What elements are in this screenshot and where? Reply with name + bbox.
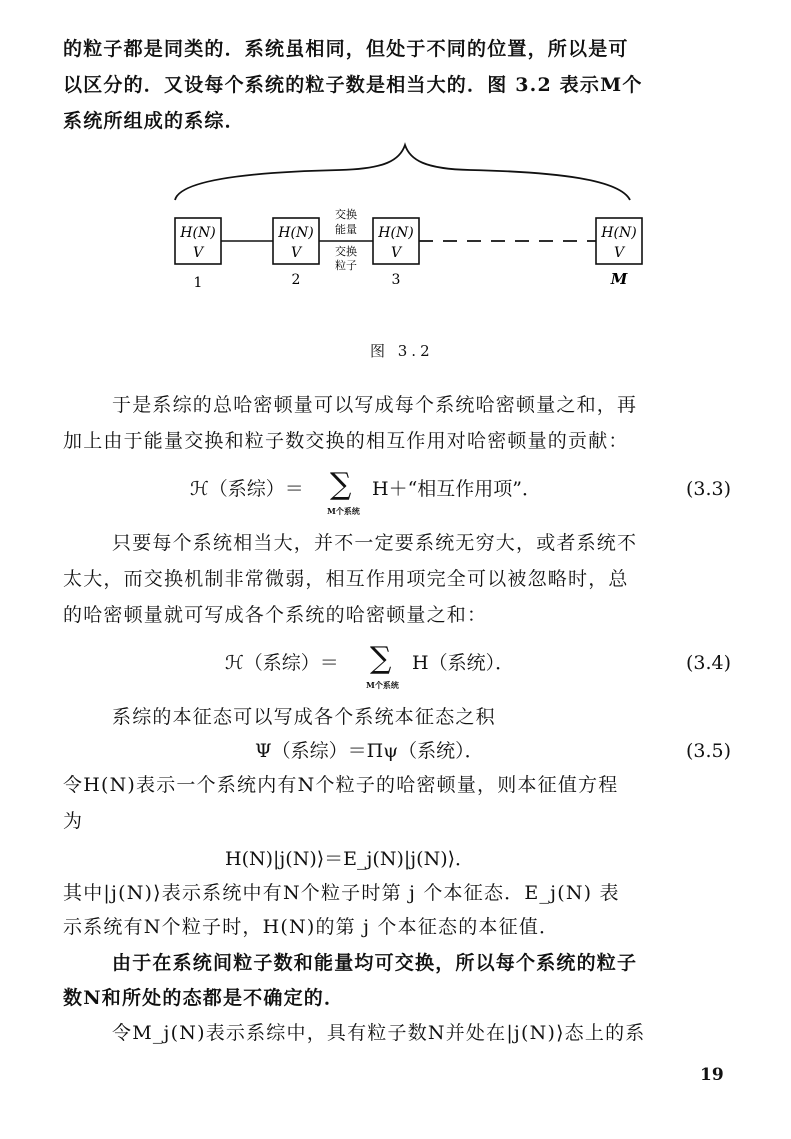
figure-caption: 图 3.2 bbox=[370, 342, 434, 360]
text-line: 系统所组成的系综． bbox=[63, 110, 245, 132]
page-number: 19 bbox=[700, 1065, 724, 1085]
text-line: 于是系综的总哈密顿量可以写成每个系统哈密顿量之和，再 bbox=[112, 394, 638, 416]
equation-number: (3.3) bbox=[685, 478, 731, 500]
box-label-bottom: V bbox=[390, 245, 402, 261]
text-line: 令H(N)表示一个系统内有N个粒子的哈密顿量，则本征值方程 bbox=[63, 774, 619, 796]
summation-symbol: ∑ bbox=[370, 641, 392, 676]
box-label-bottom: V bbox=[290, 245, 302, 261]
system-index-label: M bbox=[610, 270, 628, 288]
text-line: 只要每个系统相当大，并不一定要系统无穷大，或者系统不 bbox=[112, 532, 638, 554]
summation-symbol: ∑ bbox=[330, 467, 352, 502]
exchange-energy-label: 能量 bbox=[335, 223, 357, 236]
equation-lhs: ℋ（系综）＝ bbox=[225, 652, 339, 674]
text-line: 加上由于能量交换和粒子数交换的相互作用对哈密顿量的贡献： bbox=[63, 430, 629, 452]
text-line: 的哈密顿量就可写成各个系统的哈密顿量之和： bbox=[63, 604, 488, 626]
text-line: 数N和所处的态都是不确定的． bbox=[63, 987, 345, 1009]
box-label-top: H(N) bbox=[278, 225, 314, 241]
equation: H(N)|j(N)⟩＝E_j(N)|j(N)⟩． bbox=[225, 848, 475, 870]
text-line: 示系统有N个粒子时，H(N)的第 j 个本征态的本征值． bbox=[63, 916, 560, 938]
equation-rhs: H（系统）． bbox=[412, 652, 515, 674]
box-label-top: H(N) bbox=[378, 225, 414, 241]
text-line: 其中|j(N)⟩表示系统中有N个粒子时第 j 个本征态．E_j(N) 表 bbox=[63, 882, 620, 904]
text-line: 系综的本征态可以写成各个系统本征态之积 bbox=[112, 706, 496, 728]
equation-number: (3.5) bbox=[685, 740, 731, 762]
summation-subscript: M个系统 bbox=[366, 680, 399, 690]
equation-number: (3.4) bbox=[685, 652, 731, 674]
system-index-label: 2 bbox=[291, 272, 301, 288]
text-line: 令M_j(N)表示系综中，具有粒子数N并处在|j(N)⟩态上的系 bbox=[112, 1022, 646, 1044]
text-line: 为 bbox=[63, 810, 84, 832]
text-line: 的粒子都是同类的．系统虽相同，但处于不同的位置，所以是可 bbox=[63, 38, 629, 60]
equation-rhs: H＋“相互作用项”． bbox=[372, 478, 541, 500]
box-label-top: H(N) bbox=[601, 225, 637, 241]
equation: Ψ（系综）＝Πψ（系统）． bbox=[255, 740, 484, 762]
summation-subscript: M个系统 bbox=[327, 506, 360, 516]
equation-lhs: ℋ（系综）＝ bbox=[190, 478, 304, 500]
system-index-label: 3 bbox=[391, 272, 401, 288]
exchange-particles-label: 粒子 bbox=[335, 259, 357, 272]
box-label-top: H(N) bbox=[180, 225, 216, 241]
exchange-energy-label: 交换 bbox=[335, 208, 357, 221]
exchange-particles-label: 交换 bbox=[335, 245, 357, 258]
box-label-bottom: V bbox=[192, 245, 204, 261]
text-line: 由于在系统间粒子数和能量均可交换，所以每个系统的粒子 bbox=[112, 952, 638, 974]
box-label-bottom: V bbox=[613, 245, 625, 261]
text-line: 太大，而交换机制非常微弱，相互作用项完全可以被忽略时，总 bbox=[63, 568, 629, 590]
brace bbox=[175, 145, 630, 200]
system-index-label: 1 bbox=[193, 275, 203, 291]
text-line: 以区分的．又设每个系统的粒子数是相当大的．图 3.2 表示M个 bbox=[63, 74, 643, 96]
